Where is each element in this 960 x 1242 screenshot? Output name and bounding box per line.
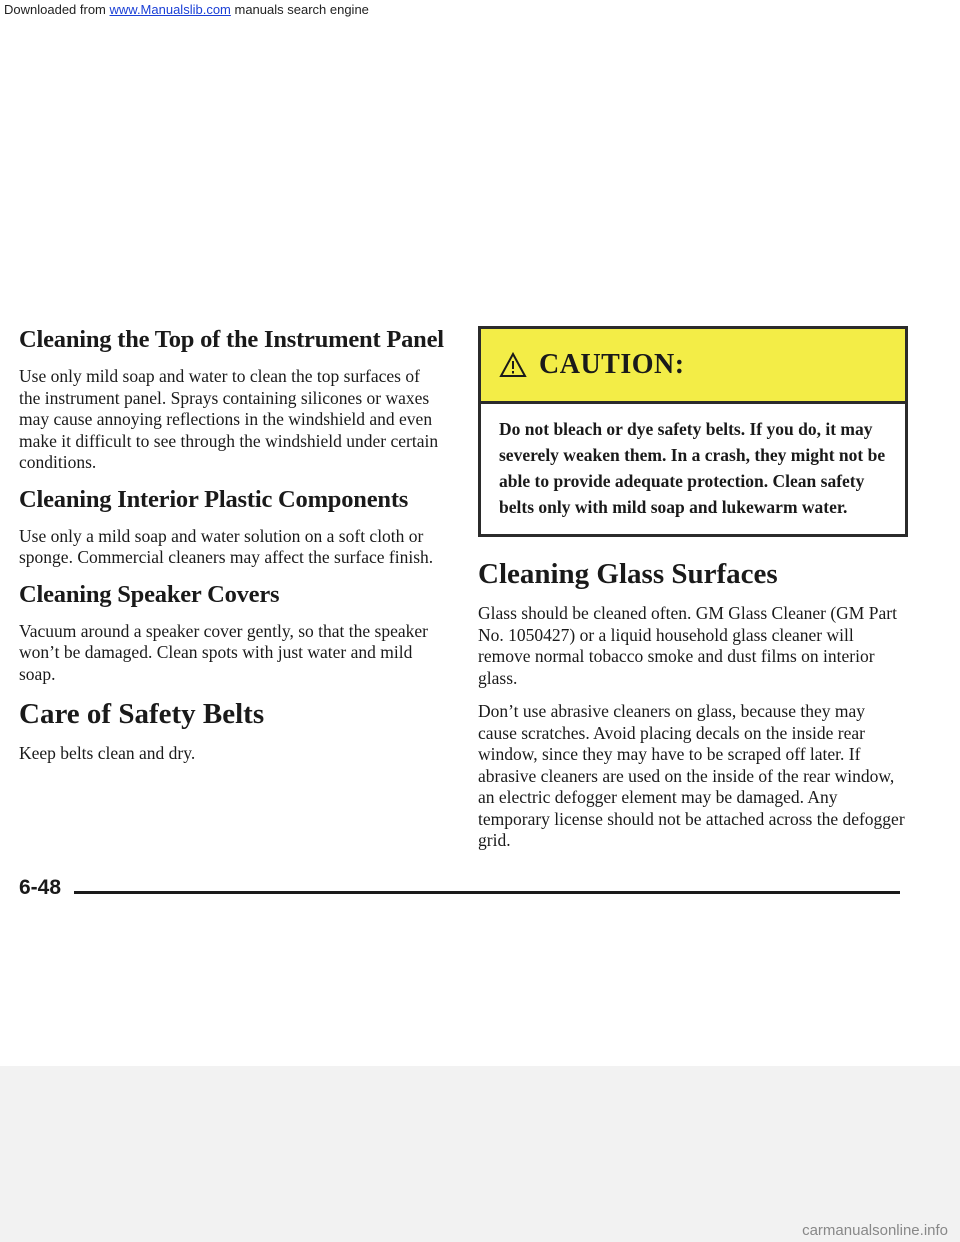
caution-text: Do not bleach or dye safety belts. If you do, it may severely weaken them. In a crash, they might not be able to provide adequate protection. Clean safety belts only with mild soap and lukewarm water. bbox=[499, 419, 886, 517]
left-column bbox=[19, 326, 444, 777]
safety-belts-body: Keep belts clean and dry. bbox=[19, 743, 196, 763]
glass-paragraph-2: Don’t use abrasive cleaners on glass, because they may cause scratches. Avoid placing decals on the inside rear window, since they may have to be scraped off later. If abrasive cleaners are used on the inside of the rear window, an electric defogger element may be damaged. Any temporary license should not be attached across the defogger grid. bbox=[478, 701, 905, 850]
major-heading-glass-surfaces: Cleaning Glass Surfaces bbox=[478, 558, 778, 590]
section-body-plastic-components: Use only a mild soap and water solution on a soft cloth or sponge. Commercial cleaners may affect the surface finish. bbox=[19, 525, 434, 567]
footer-rule bbox=[74, 891, 900, 894]
section-heading-speaker-covers: Cleaning Speaker Covers bbox=[19, 580, 280, 608]
caution-header bbox=[481, 329, 905, 404]
caution-box bbox=[478, 326, 908, 537]
warning-triangle-icon bbox=[499, 352, 527, 378]
watermark: carmanualsonline.info bbox=[802, 1222, 948, 1239]
glass-paragraph-1: Glass should be cleaned often. GM Glass Cleaner (GM Part No. 1050427) or a liquid household glass cleaner will remove normal tobacco smoke and dust films on interior glass. bbox=[478, 603, 897, 688]
manualslib-link[interactable]: www.Manualslib.com bbox=[109, 2, 231, 17]
download-banner bbox=[4, 2, 960, 17]
caution-label: CAUTION: bbox=[539, 349, 685, 380]
section-body-speaker-covers: Vacuum around a speaker cover gently, so that the speaker won’t be damaged. Clean spots with just water and mild soap. bbox=[19, 620, 428, 684]
major-heading-safety-belts: Care of Safety Belts bbox=[19, 698, 265, 730]
right-column bbox=[478, 326, 908, 864]
page-number: 6-48 bbox=[19, 876, 62, 899]
section-body-instrument-panel: Use only mild soap and water to clean the top surfaces of the instrument panel. Sprays containing silicones or waxes may cause annoying reflections in the windshield and even make it difficult to see through the windshield under certain conditions. bbox=[19, 366, 439, 472]
section-heading-instrument-panel: Cleaning the Top of the Instrument Panel bbox=[19, 326, 444, 353]
banner-prefix: Downloaded from bbox=[4, 2, 110, 17]
scan-background-band bbox=[0, 1066, 960, 1242]
section-heading-plastic-components: Cleaning Interior Plastic Components bbox=[19, 485, 409, 513]
banner-suffix: manuals search engine bbox=[230, 2, 369, 17]
